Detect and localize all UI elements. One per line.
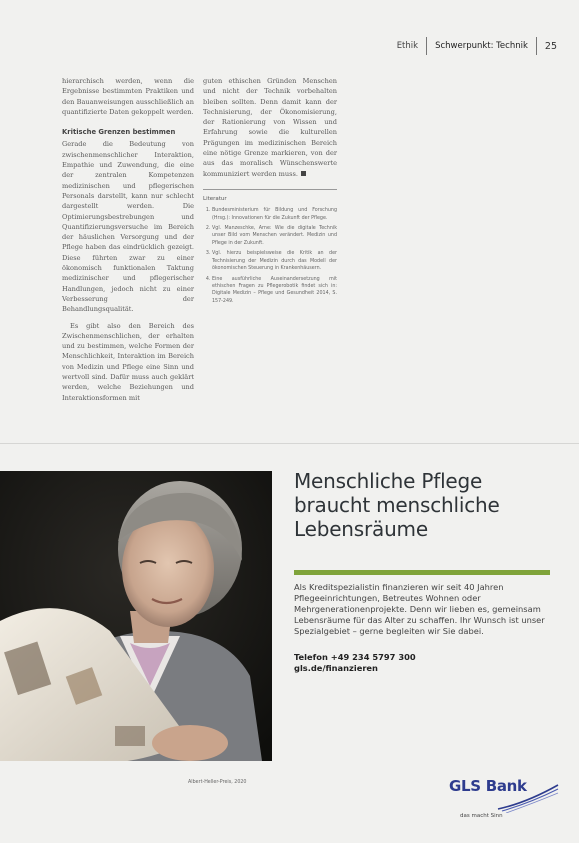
literature-item: 1. Bundesministerium für Bildung und Forschung (Hrsg.): Innovationen für die Zukunft der Pflege. bbox=[212, 207, 337, 222]
article-column-left bbox=[62, 76, 194, 409]
article-paragraph: guten ethischen Gründen Menschen und nicht der Technik vorbehalten bleiben sollten. Denn damit kann der Technisierung, der Ökonomisierung, der Rationierung von Wissen und Erfahrung sowie die kulturellen Prägungen im medizinischen Bereich eine nötige Grenze markieren, von der aus das moralisch Wünschenswerte kommuniziert werden muss. bbox=[203, 77, 337, 178]
literature-item: 2. Vgl. Manzeschke, Arne: Wie die digitale Technik unser Bild vom Menschen verändert. Medizin und Pflege in der Zukunft. bbox=[212, 225, 337, 247]
ad-url[interactable]: gls.de/finanzieren bbox=[294, 663, 378, 673]
gls-bank-logo bbox=[446, 777, 560, 823]
end-mark bbox=[301, 171, 306, 176]
section-divider bbox=[0, 443, 579, 444]
page-number: 25 bbox=[544, 40, 557, 52]
literature-item: 4. Eine ausführliche Auseinandersetzung mit ethischen Fragen zu Pflegerobotik findet sich in: Digitale Medizin – Pflege und Gesundheit 2014, S. 157-249. bbox=[212, 276, 337, 306]
ad-photo bbox=[0, 471, 272, 761]
header-category: Ethik bbox=[396, 41, 419, 51]
article-paragraph: hierarchisch werden, wenn die Ergebnisse bestimmten Praktiken und den Bauanweisungen ausschließlich an quantifizierte Daten gekoppelt werden. bbox=[62, 77, 194, 116]
article-paragraph: Gerade die Bedeutung von zwischenmenschlicher Interaktion, Empathie und Zuwendung, die eine der zentralen Kompetenzen medizinischen und pflegerischen Personals darstellt, kann nur schlecht dargestellt werden. Die Optimierungsbestrebungen und Quantifizierungsversuche im Bereich der häuslichen Versorgung und der Pflege haben das eindrücklich gezeigt. Diese führten zwar zu einer ökonomisch funktionalen Taktung medizinischer und pflegerischer Handlungen, jedoch nicht zu einer Verbesserung der Behandlungsqualität. bbox=[62, 140, 194, 314]
photo-credit: Albert-Heller-Preis, 2020 bbox=[188, 780, 247, 785]
article-column-right bbox=[203, 76, 337, 308]
logo-tagline: das macht Sinn bbox=[460, 813, 503, 819]
page-header bbox=[397, 37, 557, 55]
header-separator bbox=[536, 37, 537, 55]
ad-contact bbox=[294, 652, 416, 674]
swoosh-icon bbox=[496, 783, 560, 813]
article-subheading: Kritische Grenzen bestimmen bbox=[62, 128, 176, 137]
ad-phone: Telefon +49 234 5797 300 bbox=[294, 652, 416, 662]
literature-title: Literatur bbox=[203, 195, 227, 202]
header-section: Schwerpunkt: Technik bbox=[435, 41, 528, 51]
literature-item: 3. Vgl. hierzu beispielsweise die Kritik an der Technisierung der Medizin durch das Modell der ökonomischen Steuerung in Krankenhäusern. bbox=[212, 250, 337, 272]
article-paragraph: Es gibt also den Bereich des Zwischenmenschlichen, der erhalten und zu bestimmen, welche Formen der Menschlichkeit, Interaktion im Bereich von Medizin und Pflege eine Sinn und wertvoll sind. Dafür muss auch geklärt werden, welche Beziehungen und Interaktionsformen mit bbox=[62, 321, 194, 402]
literature-section bbox=[203, 189, 337, 305]
ad-headline: Menschliche Pflege braucht menschliche Lebensräume bbox=[294, 469, 500, 541]
logo-name: GLS Bank bbox=[449, 777, 527, 795]
header-separator bbox=[426, 37, 427, 55]
literature-list bbox=[203, 207, 337, 305]
elderly-woman-reading-photo bbox=[0, 471, 272, 761]
ad-accent-bar bbox=[294, 570, 550, 575]
ad-body: Als Kreditspezialistin finanzieren wir seit 40 Jahren Pflegeeinrichtungen, Betreutes Wohnen oder Mehrgenerationenprojekte. Denn wir lieben es, gemeinsam Lebensräume für das Alter zu schaffen. Ihr Wunsch ist unser Spezialgebiet – gerne begleiten wir Sie dabei. bbox=[294, 582, 545, 636]
